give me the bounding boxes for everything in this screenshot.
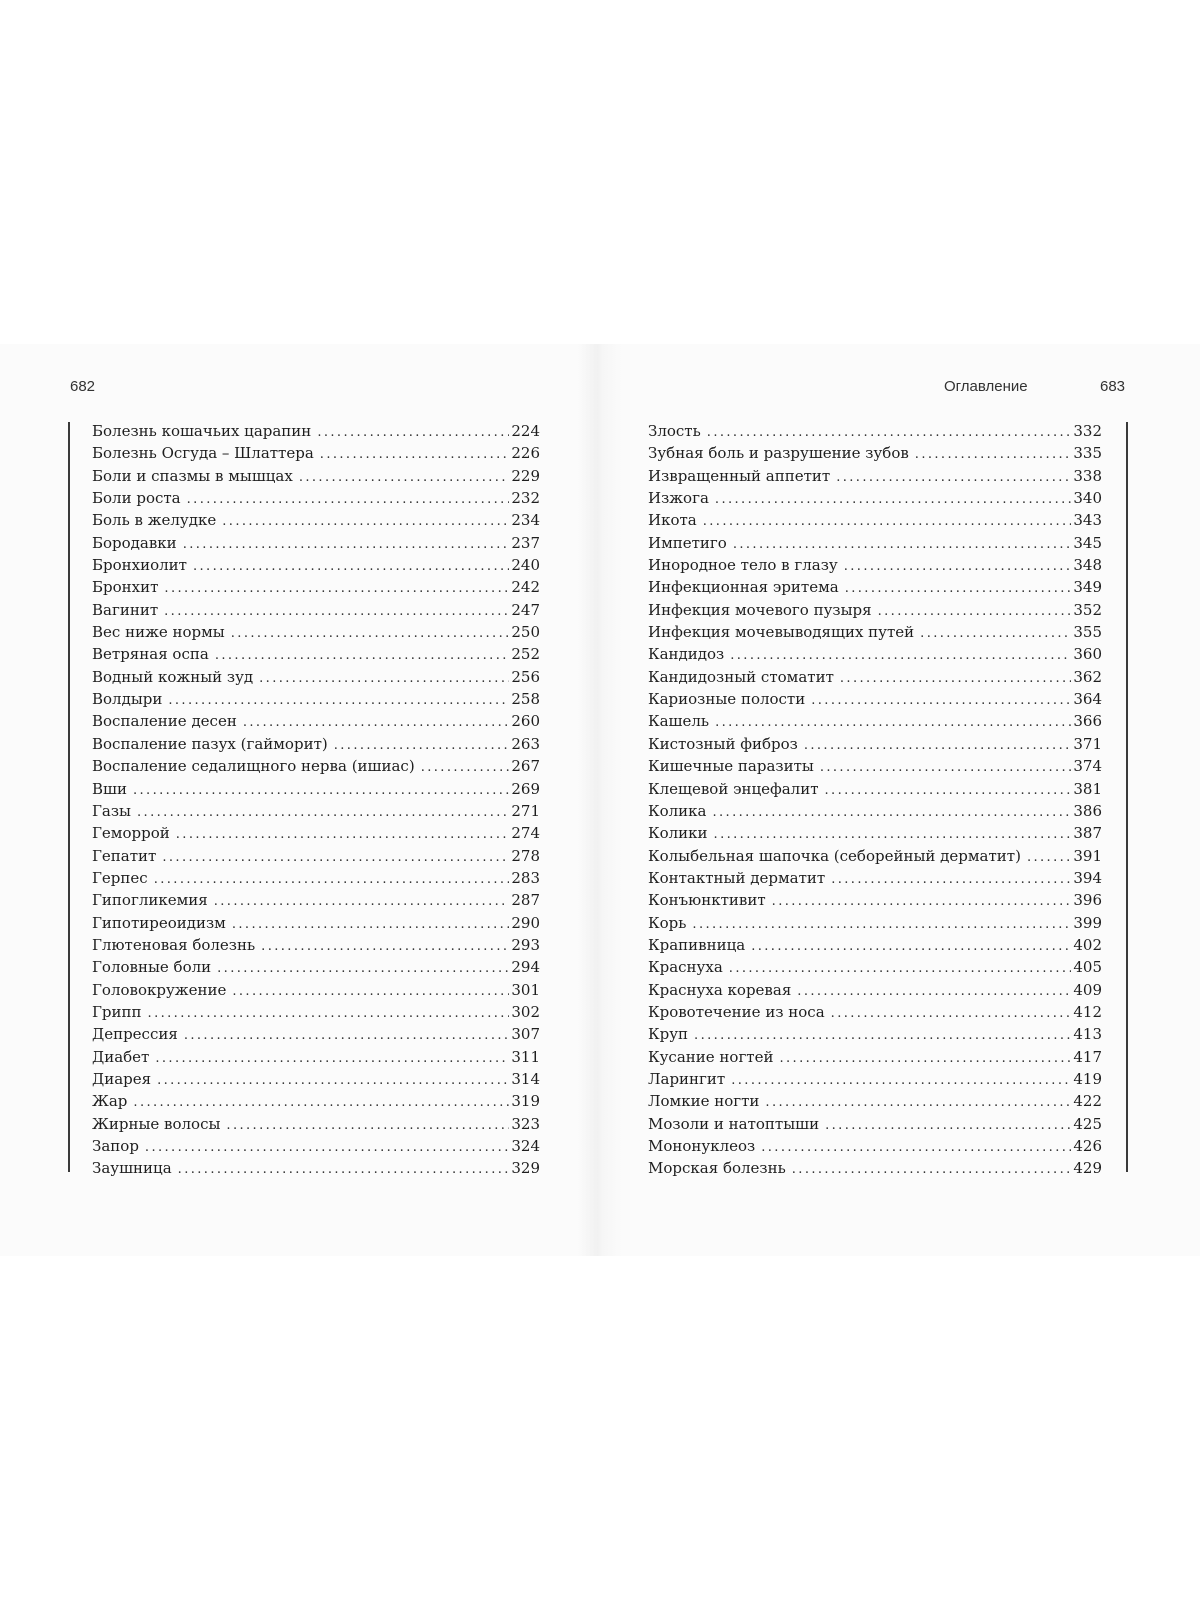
toc-entry [92, 643, 540, 665]
toc-entry-title: Газы [92, 801, 131, 820]
toc-entry [648, 889, 1102, 911]
toc-entry-page: 274 [511, 824, 540, 843]
toc-entry [92, 1090, 540, 1112]
toc-entry-title: Грипп [92, 1002, 142, 1021]
toc-dot-leader [831, 869, 1071, 889]
toc-entry-page: 283 [511, 868, 540, 887]
toc-entry [92, 1001, 540, 1023]
toc-entry-title: Конъюнктивит [648, 891, 766, 910]
toc-entry-page: 348 [1073, 556, 1102, 575]
toc-entry [648, 688, 1102, 710]
toc-entry [92, 979, 540, 1001]
toc-entry [648, 554, 1102, 576]
toc-entry [648, 487, 1102, 509]
toc-entry-page: 302 [511, 1002, 540, 1021]
toc-entry-title: Заушница [92, 1159, 172, 1178]
toc-entry-page: 394 [1073, 868, 1102, 887]
toc-entry [648, 532, 1102, 554]
toc-entry-page: 360 [1073, 645, 1102, 664]
toc-entry [92, 509, 540, 531]
toc-entry [648, 643, 1102, 665]
toc-entry-title: Диабет [92, 1047, 150, 1066]
toc-dot-leader [133, 1092, 509, 1112]
toc-entry-title: Запор [92, 1137, 139, 1155]
toc-dot-leader [162, 847, 509, 867]
toc-entry-title: Кишечные паразиты [648, 757, 814, 776]
toc-entry-title: Колика [648, 801, 707, 820]
toc-entry [648, 1135, 1102, 1157]
toc-entry-page: 386 [1073, 801, 1102, 820]
toc-entry-page: 329 [511, 1159, 540, 1178]
toc-dot-leader [831, 1003, 1072, 1023]
toc-entry [648, 465, 1102, 487]
toc-entry-title: Корь [648, 913, 687, 932]
toc-entry [648, 912, 1102, 934]
toc-entry-page: 290 [511, 913, 540, 932]
toc-dot-leader [825, 1115, 1071, 1135]
toc-entry-page: 419 [1073, 1069, 1102, 1088]
toc-entry [648, 956, 1102, 978]
toc-dot-leader [714, 824, 1072, 844]
toc-entry-page: 343 [1073, 511, 1102, 530]
toc-entry-page: 355 [1073, 623, 1102, 642]
toc-dot-leader [183, 534, 510, 554]
toc-entry [92, 956, 540, 978]
toc-entry-title: Краснуха коревая [648, 980, 792, 999]
toc-entry-page: 226 [511, 444, 540, 463]
toc-entry [92, 442, 540, 464]
toc-entry-page: 405 [1073, 958, 1102, 977]
toc-entry-page: 352 [1073, 600, 1102, 619]
toc-entry-title: Диарея [92, 1069, 152, 1088]
toc-dot-leader [694, 1025, 1071, 1045]
toc-dot-leader [217, 958, 509, 978]
toc-entry [648, 710, 1102, 732]
toc-dot-leader [715, 712, 1071, 732]
toc-entry [92, 420, 540, 442]
toc-entry-page: 294 [511, 958, 540, 977]
toc-entry-title: Кариозные полости [648, 690, 806, 709]
toc-entry-title: Зубная боль и разрушение зубов [648, 444, 909, 463]
toc-dot-leader [148, 1003, 510, 1023]
toc-entry-title: Болезнь Осгуда – Шлаттера [92, 444, 314, 463]
toc-entry-title: Крапивница [648, 935, 746, 954]
toc-entry-page: 402 [1073, 935, 1102, 954]
toc-entry [92, 867, 540, 889]
toc-entry [92, 1023, 540, 1045]
toc-entry-title: Икота [648, 511, 697, 530]
toc-entry-title: Боли и спазмы в мышцах [92, 466, 293, 485]
toc-dot-leader [836, 467, 1071, 487]
toc-entry-title: Колыбельная шапочка (себорейный дерматит) [648, 846, 1021, 865]
toc-entry-title: Краснуха [648, 958, 723, 977]
toc-entry-page: 323 [511, 1114, 540, 1133]
toc-dot-leader [226, 1115, 509, 1135]
toc-dot-leader [231, 623, 510, 643]
toc-dot-leader [157, 1070, 509, 1090]
toc-entry-title: Гипогликемия [92, 891, 208, 910]
toc-entry-page: 287 [511, 891, 540, 910]
toc-entry-page: 364 [1073, 690, 1102, 709]
toc-dot-leader [733, 534, 1072, 554]
toc-entry-title: Инфекционная эритема [648, 578, 839, 597]
toc-entry-page: 399 [1073, 913, 1102, 932]
toc-entry [92, 800, 540, 822]
toc-entry [92, 822, 540, 844]
toc-entry-title: Инфекция мочевого пузыря [648, 600, 872, 619]
toc-entry-page: 349 [1073, 578, 1102, 597]
toc-entry [92, 1135, 540, 1157]
toc-entry-title: Вши [92, 779, 127, 798]
toc-entry [92, 532, 540, 554]
toc-entry-page: 237 [511, 533, 540, 552]
toc-entry-title: Кусание ногтей [648, 1047, 774, 1066]
toc-dot-leader [334, 735, 510, 755]
toc-entry [648, 621, 1102, 643]
toc-entry-page: 338 [1073, 466, 1102, 485]
toc-entry-page: 362 [1073, 667, 1102, 686]
toc-entry-title: Бронхиолит [92, 556, 187, 575]
toc-dot-leader [137, 802, 509, 822]
toc-entry-title: Воспаление десен [92, 712, 237, 731]
toc-dot-leader [176, 824, 510, 844]
toc-entry [648, 934, 1102, 956]
toc-entry [92, 666, 540, 688]
toc-entry-page: 324 [511, 1137, 540, 1155]
toc-dot-leader [154, 869, 510, 889]
toc-dot-leader [811, 690, 1071, 710]
right-toc-list [648, 420, 1102, 1180]
toc-dot-leader [261, 936, 509, 956]
right-page-number: 683 [1100, 378, 1126, 395]
toc-entry-page: 267 [511, 757, 540, 776]
toc-entry [92, 1046, 540, 1068]
toc-entry [92, 688, 540, 710]
toc-dot-leader [707, 422, 1072, 442]
toc-entry-title: Кистозный фиброз [648, 734, 798, 753]
toc-entry [92, 1157, 540, 1179]
toc-entry [92, 912, 540, 934]
toc-entry [92, 621, 540, 643]
toc-dot-leader [731, 1070, 1071, 1090]
toc-entry [648, 666, 1102, 688]
toc-entry-title: Головные боли [92, 958, 212, 977]
toc-entry-title: Бородавки [92, 533, 177, 552]
toc-entry [648, 845, 1102, 867]
toc-entry-page: 240 [511, 556, 540, 575]
toc-dot-leader [751, 936, 1071, 956]
toc-entry [648, 1157, 1102, 1179]
toc-dot-leader [168, 690, 509, 710]
toc-entry [92, 465, 540, 487]
toc-dot-leader [712, 802, 1071, 822]
toc-entry-page: 371 [1073, 734, 1102, 753]
toc-entry-page: 429 [1073, 1159, 1102, 1178]
toc-entry [92, 733, 540, 755]
toc-dot-leader [320, 444, 510, 464]
toc-entry-page: 366 [1073, 712, 1102, 731]
toc-entry [648, 1023, 1102, 1045]
toc-entry-page: 293 [511, 935, 540, 954]
toc-dot-leader [1027, 847, 1071, 867]
toc-entry-title: Вес ниже нормы [92, 623, 225, 642]
toc-entry-page: 422 [1073, 1092, 1102, 1111]
toc-entry-page: 311 [511, 1047, 540, 1066]
toc-entry-page: 247 [511, 600, 540, 619]
toc-dot-leader [804, 735, 1072, 755]
toc-entry-page: 307 [511, 1025, 540, 1044]
toc-entry-title: Воспаление пазух (гайморит) [92, 734, 328, 753]
running-head-title: Оглавление [944, 378, 1028, 395]
toc-entry [92, 934, 540, 956]
toc-entry [648, 1113, 1102, 1135]
toc-entry-page: 232 [511, 489, 540, 508]
toc-entry-page: 234 [511, 511, 540, 530]
toc-entry [648, 733, 1102, 755]
toc-entry-page: 391 [1073, 846, 1102, 865]
toc-entry-page: 314 [511, 1069, 540, 1088]
toc-entry-page: 301 [511, 980, 540, 999]
toc-entry-page: 345 [1073, 533, 1102, 552]
toc-entry [648, 979, 1102, 1001]
toc-entry-title: Головокружение [92, 980, 227, 999]
toc-entry-page: 250 [511, 623, 540, 642]
toc-entry-page: 263 [511, 734, 540, 753]
toc-entry-title: Злость [648, 422, 701, 440]
toc-entry-title: Мононуклеоз [648, 1137, 756, 1155]
toc-entry-page: 258 [511, 690, 540, 709]
toc-entry [92, 576, 540, 598]
toc-entry-title: Гипотиреоидизм [92, 913, 226, 932]
toc-dot-leader [692, 914, 1071, 934]
toc-dot-leader [187, 489, 510, 509]
toc-entry-title: Вагинит [92, 600, 159, 619]
toc-entry [648, 800, 1102, 822]
toc-entry-title: Водный кожный зуд [92, 667, 254, 686]
toc-entry-page: 335 [1073, 444, 1102, 463]
toc-entry-page: 340 [1073, 489, 1102, 508]
toc-entry-title: Кровотечение из носа [648, 1002, 825, 1021]
toc-dot-leader [164, 578, 509, 598]
toc-entry [648, 509, 1102, 531]
toc-entry-title: Бронхит [92, 578, 159, 597]
toc-entry [648, 1068, 1102, 1090]
toc-entry-title: Инородное тело в глазу [648, 556, 838, 575]
toc-entry [648, 442, 1102, 464]
toc-entry [648, 1090, 1102, 1112]
toc-entry-page: 242 [511, 578, 540, 597]
toc-entry-page: 224 [511, 422, 540, 440]
toc-dot-leader [820, 757, 1072, 777]
toc-dot-leader [178, 1159, 510, 1179]
toc-entry-title: Боль в желудке [92, 511, 217, 530]
toc-dot-leader [145, 1137, 509, 1157]
toc-dot-leader [243, 712, 510, 732]
toc-entry-page: 278 [511, 846, 540, 865]
toc-dot-leader [222, 511, 509, 531]
toc-dot-leader [193, 556, 509, 576]
toc-entry-title: Контактный дерматит [648, 868, 826, 887]
toc-entry [92, 889, 540, 911]
toc-entry-page: 269 [511, 779, 540, 798]
toc-entry-page: 374 [1073, 757, 1102, 776]
toc-entry-page: 396 [1073, 891, 1102, 910]
toc-entry-title: Извращенный аппетит [648, 466, 831, 485]
toc-dot-leader [317, 422, 509, 442]
toc-dot-leader [703, 511, 1072, 531]
toc-entry-page: 271 [511, 801, 540, 820]
toc-entry-page: 417 [1073, 1047, 1102, 1066]
toc-dot-leader [844, 556, 1072, 576]
toc-dot-leader [772, 891, 1072, 911]
toc-entry [92, 845, 540, 867]
toc-entry-title: Жирные волосы [92, 1114, 221, 1133]
toc-entry-page: 319 [511, 1092, 540, 1111]
toc-dot-leader [915, 444, 1072, 464]
toc-entry-page: 260 [511, 712, 540, 731]
toc-entry-title: Жар [92, 1092, 128, 1111]
toc-entry [648, 778, 1102, 800]
toc-entry-title: Морская болезнь [648, 1159, 786, 1178]
toc-entry-title: Импетиго [648, 533, 727, 552]
toc-entry [92, 778, 540, 800]
toc-dot-leader [164, 601, 509, 621]
toc-dot-leader [840, 668, 1071, 688]
left-page [0, 344, 585, 1256]
toc-entry [92, 554, 540, 576]
toc-entry-page: 229 [511, 466, 540, 485]
toc-entry-title: Боли роста [92, 489, 181, 508]
toc-entry [648, 576, 1102, 598]
toc-dot-leader [730, 645, 1071, 665]
toc-entry [648, 420, 1102, 442]
toc-dot-leader [421, 757, 510, 777]
toc-entry [92, 1113, 540, 1135]
right-page [600, 344, 1185, 1256]
toc-dot-leader [792, 1159, 1072, 1179]
toc-dot-leader [155, 1048, 509, 1068]
toc-entry-page: 412 [1073, 1002, 1102, 1021]
toc-dot-leader [133, 780, 509, 800]
toc-dot-leader [232, 914, 510, 934]
toc-entry-page: 413 [1073, 1025, 1102, 1044]
toc-entry-title: Инфекция мочевыводящих путей [648, 623, 915, 642]
toc-entry [648, 822, 1102, 844]
toc-dot-leader [845, 578, 1072, 598]
toc-entry-title: Герпес [92, 868, 148, 887]
toc-entry [92, 599, 540, 621]
toc-entry-title: Клещевой энцефалит [648, 779, 819, 798]
toc-entry-title: Изжога [648, 489, 709, 508]
toc-entry-page: 426 [1073, 1137, 1102, 1155]
toc-entry-page: 332 [1073, 422, 1102, 440]
toc-entry-title: Воспаление седалищного нерва (ишиас) [92, 757, 415, 776]
toc-entry-title: Глютеновая болезнь [92, 935, 256, 954]
toc-entry-page: 256 [511, 667, 540, 686]
toc-dot-leader [761, 1137, 1071, 1157]
toc-entry-title: Ветряная оспа [92, 645, 209, 664]
toc-entry [92, 487, 540, 509]
toc-dot-leader [214, 891, 510, 911]
toc-dot-leader [920, 623, 1071, 643]
toc-entry [92, 755, 540, 777]
left-toc-list [92, 420, 540, 1180]
toc-entry [648, 599, 1102, 621]
toc-entry [92, 1068, 540, 1090]
toc-entry-title: Круп [648, 1025, 689, 1044]
toc-entry-title: Колики [648, 824, 708, 843]
toc-dot-leader [729, 958, 1072, 978]
toc-entry-title: Гепатит [92, 846, 157, 865]
toc-entry [648, 1001, 1102, 1023]
toc-dot-leader [825, 780, 1072, 800]
toc-dot-leader [184, 1025, 510, 1045]
toc-dot-leader [259, 668, 509, 688]
toc-entry-title: Кандидозный стоматит [648, 667, 834, 686]
toc-dot-leader [715, 489, 1071, 509]
toc-entry-title: Кандидоз [648, 645, 725, 664]
toc-entry-page: 387 [1073, 824, 1102, 843]
toc-dot-leader [215, 645, 510, 665]
toc-entry-title: Ломкие ногти [648, 1092, 760, 1111]
toc-entry [648, 755, 1102, 777]
toc-entry-title: Волдыри [92, 690, 163, 709]
toc-dot-leader [878, 601, 1072, 621]
toc-entry-title: Кашель [648, 712, 710, 731]
toc-entry-page: 409 [1073, 980, 1102, 999]
toc-entry-page: 252 [511, 645, 540, 664]
toc-entry-title: Мозоли и натоптыши [648, 1114, 820, 1133]
toc-entry [92, 710, 540, 732]
toc-dot-leader [797, 981, 1071, 1001]
toc-entry [648, 1046, 1102, 1068]
toc-dot-leader [779, 1048, 1071, 1068]
toc-dot-leader [232, 981, 509, 1001]
toc-dot-leader [299, 467, 510, 487]
toc-entry [648, 867, 1102, 889]
left-margin-rule [68, 422, 70, 1172]
toc-entry-page: 425 [1073, 1114, 1102, 1133]
toc-entry-title: Ларингит [648, 1069, 726, 1088]
right-margin-rule [1126, 422, 1128, 1172]
toc-entry-title: Болезнь кошачьих царапин [92, 422, 312, 440]
toc-entry-title: Депрессия [92, 1025, 178, 1044]
toc-dot-leader [765, 1092, 1071, 1112]
toc-entry-title: Геморрой [92, 824, 170, 843]
toc-entry-page: 381 [1073, 779, 1102, 798]
left-page-number: 682 [70, 378, 96, 395]
